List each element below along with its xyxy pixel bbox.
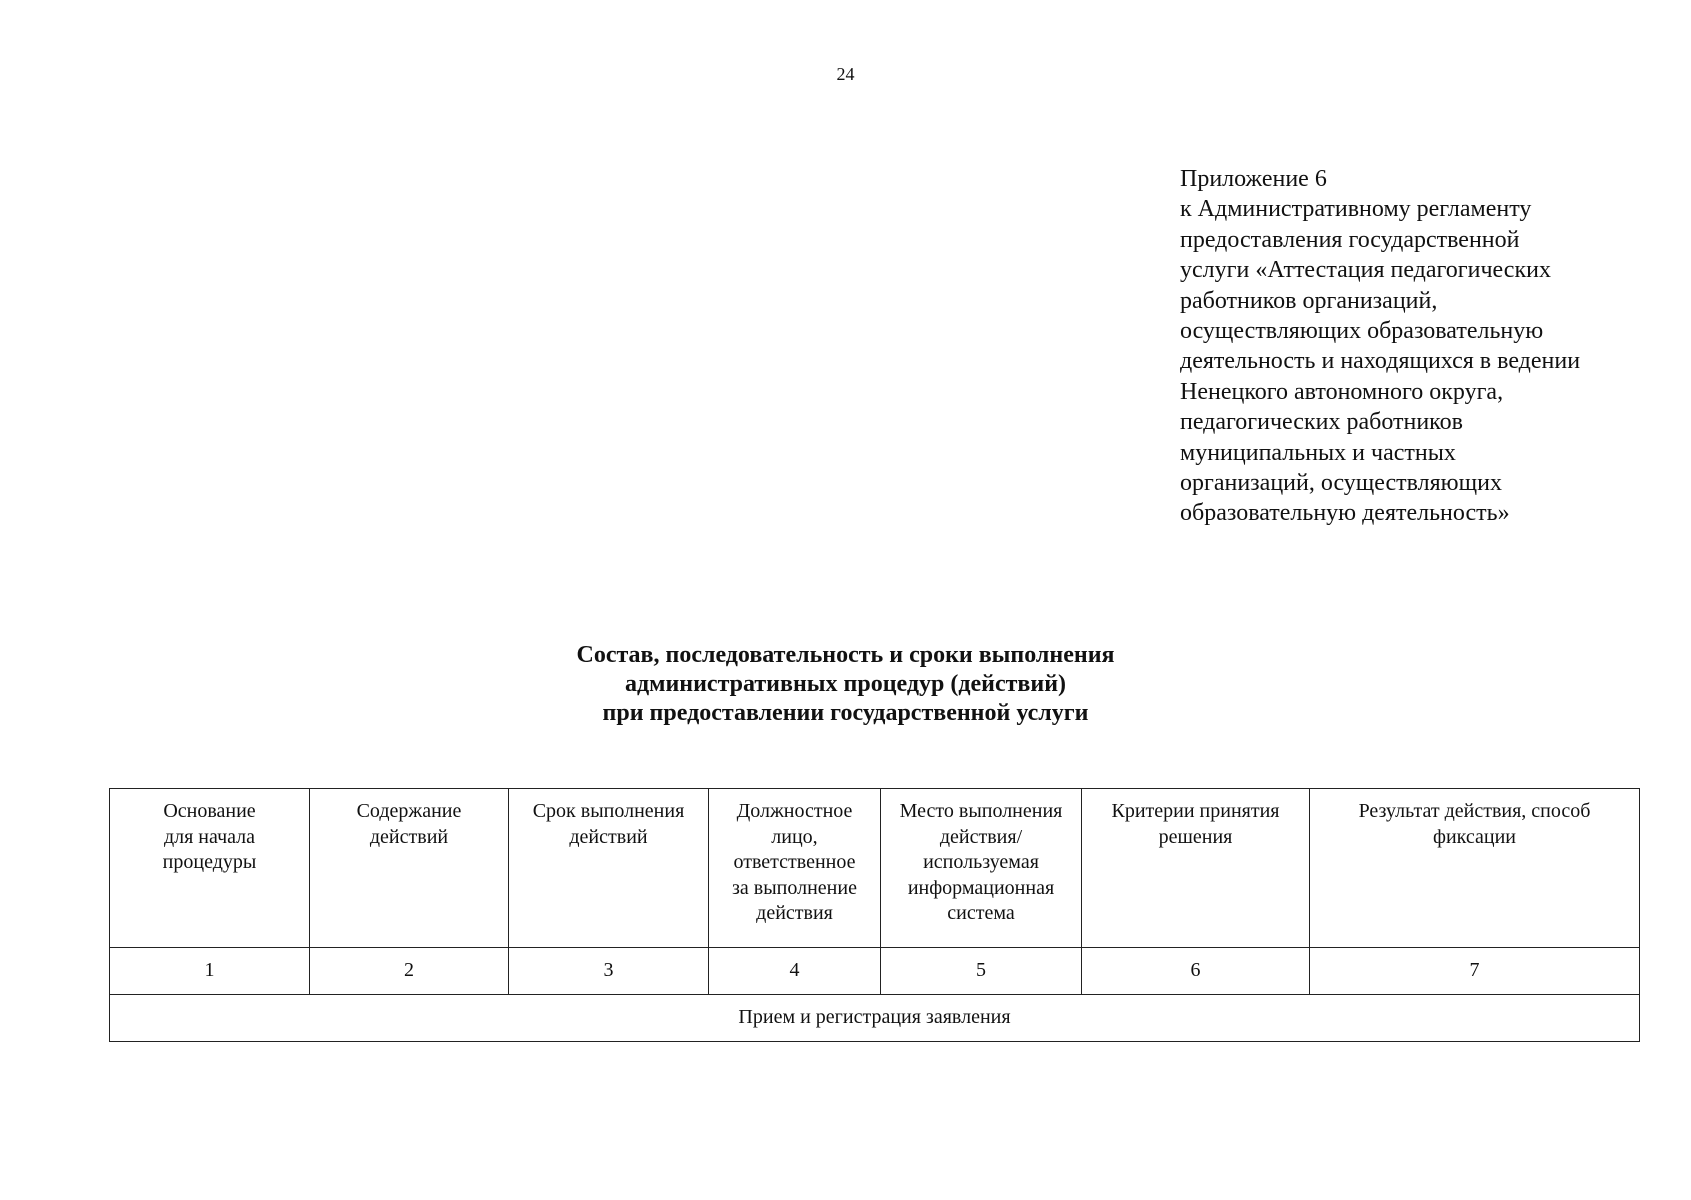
page-number: 24 — [836, 64, 855, 84]
header-line: действия — [756, 902, 833, 924]
appendix-line: образовательную деятельность» — [1180, 500, 1510, 527]
header-line: Содержание — [356, 800, 462, 822]
appendix-line: муниципальных и частных — [1180, 439, 1456, 466]
header-line: действий — [369, 825, 449, 848]
title-line: административных процедур (действий) — [624, 671, 1067, 697]
appendix-line: услуги «Аттестация педагогических — [1180, 257, 1551, 284]
header-cell-basis — [110, 789, 310, 948]
procedures-table — [109, 788, 1640, 1042]
appendix-line: Приложение 6 — [1180, 166, 1327, 192]
column-number-cell: 5 — [881, 948, 1082, 995]
appendix-line: деятельность и находящихся в ведении — [1180, 348, 1581, 375]
header-line: действия/ — [939, 825, 1023, 848]
header-cell-official — [709, 789, 881, 948]
header-line: Срок выполнения — [532, 800, 685, 822]
appendix-line: осуществляющих образовательную — [1180, 318, 1544, 345]
header-row — [110, 789, 1640, 948]
column-number-cell: 7 — [1310, 948, 1640, 995]
header-line: информационная — [907, 876, 1055, 899]
column-number-cell: 1 — [110, 948, 310, 995]
appendix-line: организаций, осуществляющих — [1180, 470, 1502, 497]
header-line: фиксации — [1433, 825, 1516, 848]
column-number-cell: 3 — [509, 948, 709, 995]
appendix-block — [1180, 164, 1650, 529]
header-line: процедуры — [162, 851, 257, 873]
column-number-cell: 2 — [310, 948, 509, 995]
section-title-cell: Прием и регистрация заявления — [110, 995, 1640, 1042]
header-line: ответственное — [733, 851, 856, 873]
header-line: решения — [1158, 825, 1233, 848]
header-line: используемая — [923, 851, 1039, 873]
header-line: Должностное — [736, 800, 853, 822]
header-cell-deadline — [509, 789, 709, 948]
header-cell-place — [881, 789, 1082, 948]
header-cell-content — [310, 789, 509, 948]
appendix-line: педагогических работников — [1180, 409, 1463, 436]
title-line: при предоставлении государственной услуги — [602, 700, 1089, 726]
header-line: действий — [569, 825, 648, 848]
header-line: лицо, — [771, 825, 818, 848]
header-line: Основание — [163, 800, 256, 822]
appendix-line: Ненецкого автономного округа, — [1180, 378, 1504, 405]
header-line: Критерии принятия — [1111, 800, 1280, 822]
document-title — [0, 641, 1691, 728]
header-cell-result — [1310, 789, 1640, 948]
header-cell-criteria — [1082, 789, 1310, 948]
header-line: система — [947, 902, 1015, 924]
header-line: Результат действия, способ — [1358, 800, 1591, 822]
appendix-line: предоставления государственной — [1180, 226, 1520, 253]
column-number-cell: 6 — [1082, 948, 1310, 995]
appendix-line: работников организаций, — [1180, 287, 1438, 314]
column-number-cell: 4 — [709, 948, 881, 995]
title-line: Состав, последовательность и сроки выполнения — [576, 642, 1115, 668]
appendix-line: к Административному регламенту — [1180, 196, 1532, 223]
header-line: за выполнение — [732, 876, 857, 899]
column-number-row — [110, 948, 1640, 995]
section-row — [110, 995, 1640, 1042]
header-line: для начала — [163, 825, 256, 848]
header-line: Место выполнения — [899, 800, 1063, 822]
